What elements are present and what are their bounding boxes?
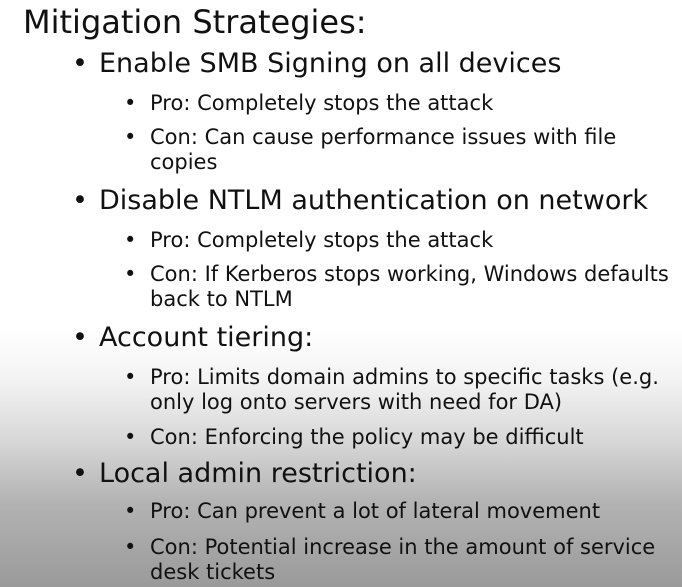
- bullet-icon: •: [72, 48, 88, 79]
- bullet-icon: •: [124, 262, 137, 286]
- slide-title: Mitigation Strategies:: [23, 3, 367, 41]
- point-text: Pro: Can prevent a lot of lateral movement: [150, 499, 601, 523]
- bullet-icon: •: [124, 125, 137, 149]
- bullet-icon: •: [72, 458, 88, 489]
- point-text: Pro: Limits domain admins to specific tasks (e.g. only log onto servers with need for DA): [150, 365, 659, 414]
- bullet-icon: •: [124, 365, 137, 389]
- point-text: Con: If Kerberos stops working, Windows defaults back to NTLM: [150, 262, 669, 311]
- point-text: Con: Enforcing the policy may be difficult: [150, 425, 584, 449]
- bullet-icon: •: [124, 228, 137, 252]
- bullet-icon: •: [72, 185, 88, 216]
- point-text: Pro: Completely stops the attack: [150, 91, 494, 115]
- point-text: Pro: Completely stops the attack: [150, 228, 494, 252]
- bullet-icon: •: [124, 535, 137, 559]
- strategy-label: Enable SMB Signing on all devices: [99, 48, 562, 79]
- strategy-label: Local admin restriction:: [99, 458, 417, 489]
- point-text: Con: Potential increase in the amount of service desk tickets: [150, 535, 656, 584]
- point-text: Con: Can cause performance issues with file copies: [150, 125, 617, 174]
- bullet-icon: •: [124, 425, 137, 449]
- strategy-label: Account tiering:: [99, 322, 314, 353]
- bullet-icon: •: [72, 322, 88, 353]
- bullet-icon: •: [124, 91, 137, 115]
- bullet-icon: •: [124, 499, 137, 523]
- strategy-label: Disable NTLM authentication on network: [99, 185, 649, 216]
